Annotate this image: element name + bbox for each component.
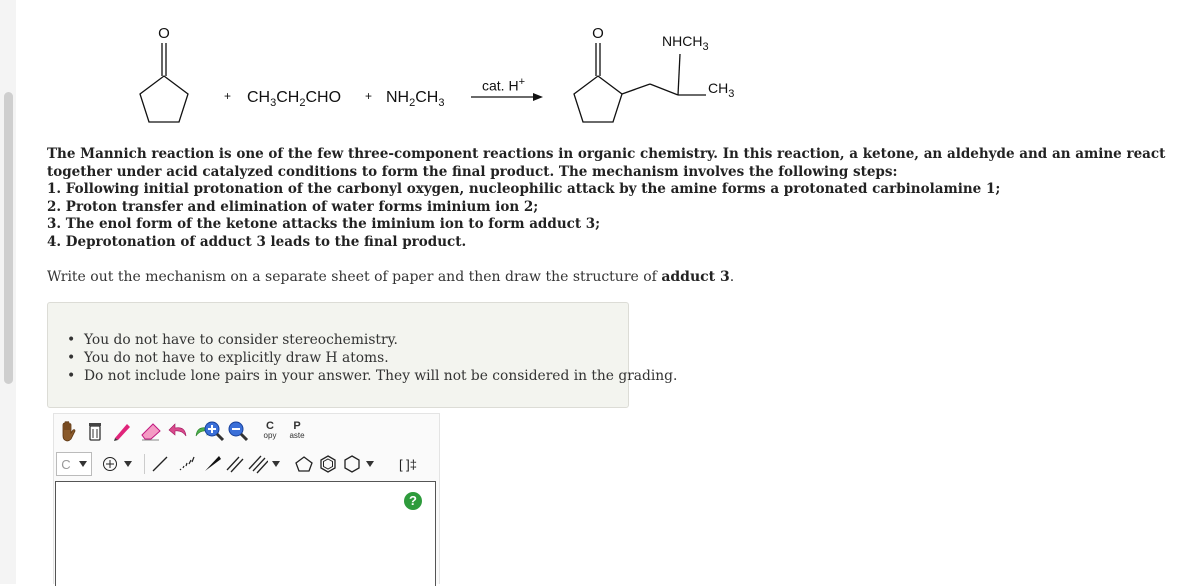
catalyst-label: cat. H+ xyxy=(482,76,526,94)
propanal-formula: $CH_3CH_2CHO$ xyxy=(247,89,342,110)
atom-selector-label: C xyxy=(61,456,71,472)
hint-item: • Do not include lone pairs in your answer. They will not be considered in the grading. xyxy=(84,367,677,385)
triple-bond-selector[interactable] xyxy=(246,452,282,476)
wedge-bond-icon[interactable] xyxy=(200,452,224,476)
plus-sign-1: + xyxy=(224,89,232,103)
instruction-bold: adduct 3 xyxy=(661,269,730,285)
paste-button[interactable] xyxy=(284,418,310,444)
reaction-structures xyxy=(0,0,1200,140)
copy-button[interactable] xyxy=(258,418,282,444)
methylamine-formula: $NH_2CH_3$ xyxy=(386,89,445,110)
plus-sign-2: + xyxy=(365,89,373,103)
reactant-oxygen-label: O xyxy=(158,25,170,42)
instruction-prefix: Write out the mechanism on a separate sheet of paper and then draw the structure of xyxy=(47,269,662,285)
hint-item: • You do not have to explicitly draw H atoms. xyxy=(84,349,677,367)
pencil-icon[interactable] xyxy=(110,418,134,444)
step-2: 2. Proton transfer and elimination of water forms iminium ion 2; xyxy=(47,198,539,215)
hand-icon[interactable] xyxy=(58,418,80,444)
chevron-down-icon xyxy=(124,461,132,467)
instruction-suffix: . xyxy=(729,269,735,285)
product-oxygen-label: O xyxy=(592,25,604,42)
chevron-down-icon xyxy=(79,461,87,467)
zoom-in-icon[interactable] xyxy=(202,418,226,444)
paste-big-label: P xyxy=(293,420,301,432)
charge-selector[interactable] xyxy=(98,452,136,476)
step-4: 4. Deprotonation of adduct 3 leads to the final product. xyxy=(47,233,467,250)
copy-small-label: opy xyxy=(263,431,277,440)
product-structure xyxy=(574,43,706,122)
undo-icon[interactable] xyxy=(166,418,190,444)
hints-box xyxy=(47,302,678,408)
atom-selector[interactable] xyxy=(56,452,92,476)
instruction-text xyxy=(47,269,734,285)
chevron-down-icon xyxy=(272,461,280,467)
chevron-down-icon xyxy=(366,461,374,467)
product-methyl-label: $CH_3$ xyxy=(708,80,735,100)
copy-big-label: C xyxy=(266,420,274,432)
structure-editor xyxy=(53,413,440,584)
reaction-arrow xyxy=(471,93,543,101)
double-bond-icon[interactable] xyxy=(224,452,246,476)
zoom-out-icon[interactable] xyxy=(226,418,250,444)
charge-plus-icon xyxy=(102,456,118,472)
hashed-bond-icon[interactable] xyxy=(174,452,198,476)
single-bond-icon[interactable] xyxy=(148,452,172,476)
paste-small-label: aste xyxy=(289,431,305,440)
drawing-canvas[interactable] xyxy=(55,481,436,586)
ring-selector[interactable] xyxy=(340,452,376,476)
eraser-icon[interactable] xyxy=(138,418,164,444)
cyclohexane-icon xyxy=(342,454,362,474)
help-icon[interactable]: ? xyxy=(404,492,422,510)
hints-list xyxy=(84,331,677,385)
reaction-scheme xyxy=(0,0,1200,140)
problem-intro: The Mannich reaction is one of the few three-component reactions in organic chemistry. In this reaction, a ketone, an aldehyde and an amine react together under acid catalyzed conditions to form the final product. The mechanism involves the following steps: xyxy=(47,146,1166,180)
hint-item: • You do not have to consider stereochemistry. xyxy=(84,331,677,349)
bracket-tool[interactable]: [ ]‡ xyxy=(398,456,418,472)
problem-statement xyxy=(47,146,1200,252)
cyclopentanone-structure xyxy=(140,43,188,122)
triple-bond-icon xyxy=(248,454,268,474)
benzene-icon[interactable] xyxy=(316,452,340,476)
cyclopentane-icon[interactable] xyxy=(292,452,316,476)
product-amine-label: $NHCH_3$ xyxy=(662,33,709,53)
step-1: 1. Following initial protonation of the carbonyl oxygen, nucleophilic attack by the amine forms a protonated carbinolamine 1; xyxy=(47,181,1001,198)
toolbar-divider xyxy=(144,454,145,474)
step-3: 3. The enol form of the ketone attacks the iminium ion to form adduct 3; xyxy=(47,216,601,233)
erase-all-icon[interactable] xyxy=(84,418,106,444)
